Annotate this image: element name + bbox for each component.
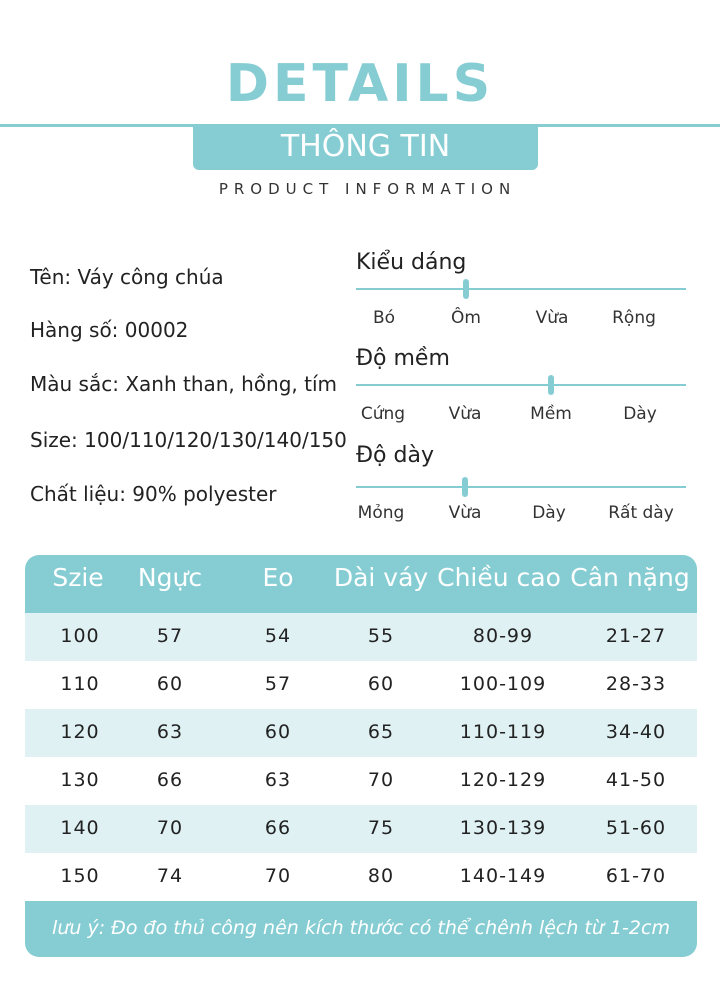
table-cell: 60 — [156, 673, 184, 695]
table-cell: 57 — [156, 625, 184, 647]
info-item-number: Hàng số: 00002 — [30, 318, 189, 342]
table-cell: 66 — [156, 769, 184, 791]
table-cell: 74 — [156, 865, 184, 887]
attribute-option: Cứng — [360, 404, 406, 424]
column-header: Chiều cao — [437, 563, 561, 592]
size-table — [25, 555, 697, 957]
table-cell: 60 — [264, 721, 292, 743]
table-cell: 140-149 — [459, 865, 547, 887]
table-cell: 34-40 — [605, 721, 667, 743]
attribute-title: Độ dày — [356, 443, 434, 468]
table-cell: 63 — [156, 721, 184, 743]
attribute-option: Vừa — [448, 404, 482, 424]
table-row — [25, 853, 697, 901]
table-cell: 61-70 — [605, 865, 667, 887]
table-cell: 55 — [367, 625, 395, 647]
table-row — [25, 709, 697, 757]
table-cell: 28-33 — [605, 673, 667, 695]
table-cell: 57 — [264, 673, 292, 695]
table-cell: 63 — [264, 769, 292, 791]
table-cell: 110-119 — [459, 721, 547, 743]
attribute-title: Độ mềm — [356, 346, 450, 371]
table-cell: 51-60 — [605, 817, 667, 839]
page-title: DETAILS — [225, 54, 495, 114]
attribute-option: Bó — [372, 308, 396, 328]
table-cell: 66 — [264, 817, 292, 839]
table-cell: 110 — [60, 673, 100, 695]
table-cell: 100 — [60, 625, 100, 647]
size-table-body — [25, 613, 697, 901]
info-color: Màu sắc: Xanh than, hồng, tím — [30, 372, 338, 396]
table-cell: 60 — [367, 673, 395, 695]
table-row — [25, 757, 697, 805]
column-header: Eo — [262, 563, 294, 592]
table-cell: 100-109 — [459, 673, 547, 695]
attribute-marker — [463, 279, 469, 299]
attribute-option: Rộng — [612, 308, 656, 328]
table-cell: 150 — [60, 865, 100, 887]
attribute-option: Rất dày — [608, 503, 674, 523]
attribute-softness — [356, 346, 688, 424]
info-material: Chất liệu: 90% polyester — [30, 482, 277, 506]
column-header: Ngực — [137, 563, 203, 592]
table-cell: 65 — [367, 721, 395, 743]
attribute-option: Dày — [623, 404, 657, 424]
attribute-option: Vừa — [535, 308, 569, 328]
section-banner: THÔNG TIN — [193, 124, 538, 170]
table-cell: 21-27 — [605, 625, 667, 647]
table-cell: 54 — [264, 625, 292, 647]
table-cell: 120 — [60, 721, 100, 743]
table-cell: 75 — [367, 817, 395, 839]
info-size: Size: 100/110/120/130/140/150 — [30, 428, 347, 452]
attribute-track — [356, 288, 686, 290]
table-row — [25, 661, 697, 709]
attribute-option: Mỏng — [357, 503, 405, 523]
table-cell: 140 — [60, 817, 100, 839]
attribute-track — [356, 486, 686, 488]
attribute-option: Vừa — [448, 503, 482, 523]
attribute-title: Kiểu dáng — [356, 250, 467, 275]
size-table-header — [25, 555, 697, 611]
section-subtitle: PRODUCT INFORMATION — [218, 180, 517, 198]
table-cell: 80-99 — [472, 625, 534, 647]
table-row — [25, 805, 697, 853]
column-header: Szie — [52, 563, 104, 592]
column-header: Dài váy — [333, 563, 429, 592]
table-cell: 130 — [60, 769, 100, 791]
table-row — [25, 613, 697, 661]
table-cell: 70 — [264, 865, 292, 887]
table-cell: 70 — [367, 769, 395, 791]
attribute-option: Mềm — [530, 404, 572, 424]
attribute-marker — [462, 477, 468, 497]
table-cell: 41-50 — [605, 769, 667, 791]
attribute-track — [356, 384, 686, 386]
column-header: Cân nặng — [570, 563, 690, 592]
attribute-marker — [548, 375, 554, 395]
attribute-option: Ôm — [451, 308, 481, 328]
info-name: Tên: Váy công chúa — [30, 265, 224, 289]
attribute-option: Dày — [532, 503, 566, 523]
attribute-thickness — [356, 443, 688, 523]
table-cell: 120-129 — [459, 769, 547, 791]
table-cell: 70 — [156, 817, 184, 839]
table-cell: 130-139 — [459, 817, 547, 839]
measurement-note: lưu ý: Đo đo thủ công nên kích thước có thể chênh lệch từ 1-2cm — [52, 917, 670, 939]
table-cell: 80 — [367, 865, 395, 887]
attribute-style — [356, 250, 688, 328]
